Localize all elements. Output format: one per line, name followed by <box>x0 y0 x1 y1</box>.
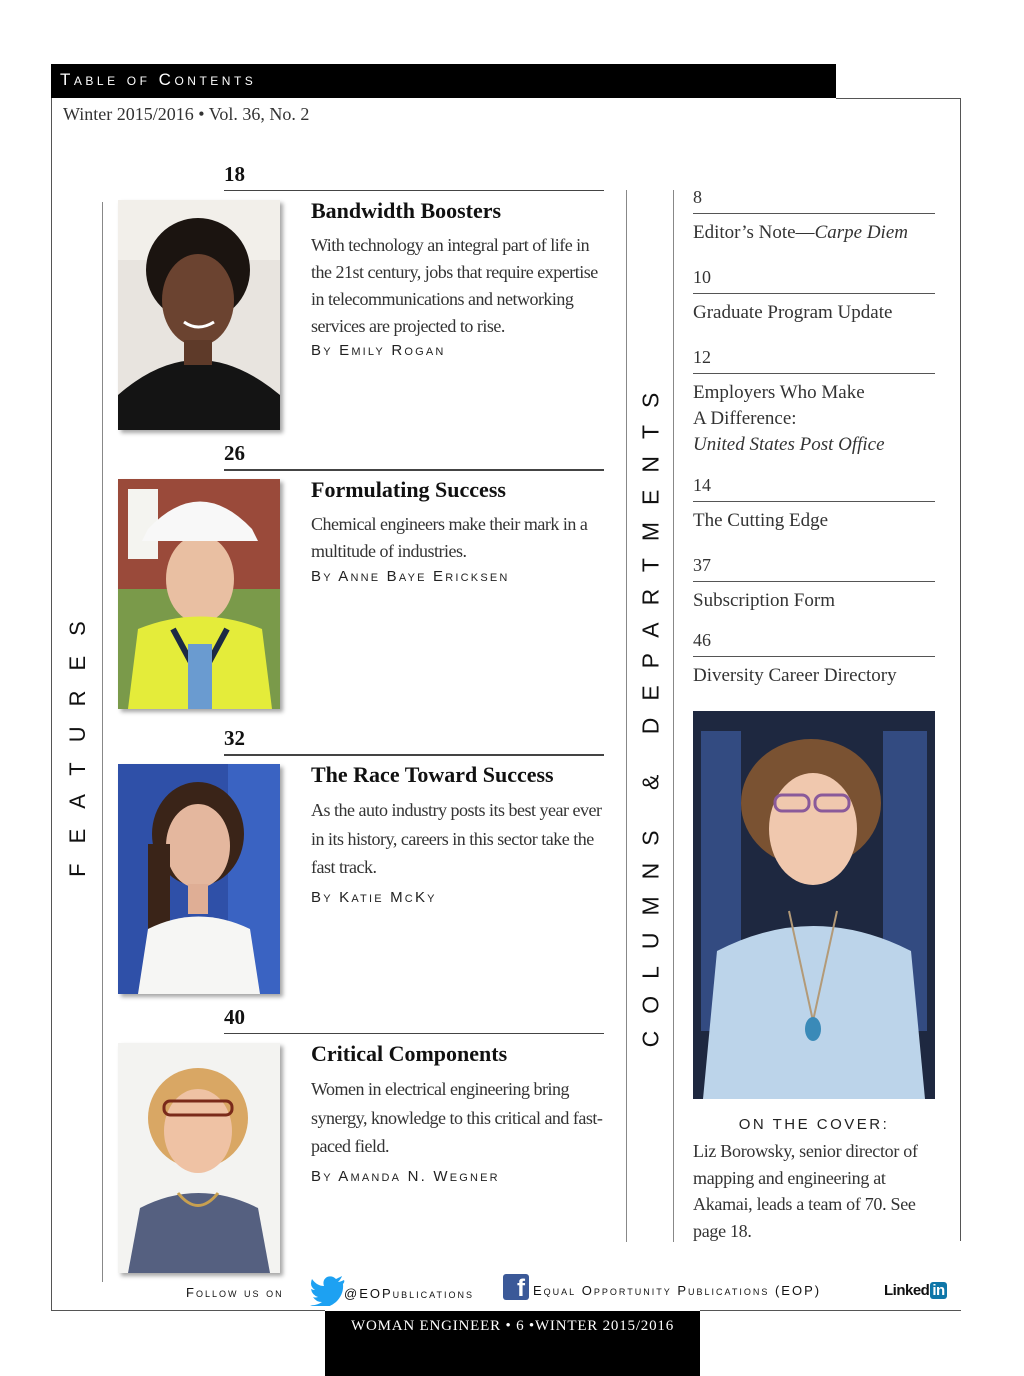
department-item[interactable] <box>693 187 935 246</box>
department-page-number: 37 <box>693 555 711 575</box>
department-page-number: 10 <box>693 267 711 287</box>
feature-page-number: 40 <box>224 1005 245 1029</box>
feature-photo <box>118 1043 280 1273</box>
feature-rule <box>224 754 604 756</box>
feature-description: As the auto industry posts its best year ever in its history, careers in this sector take the fast track. <box>311 800 602 877</box>
department-rule <box>693 213 935 214</box>
cover-label: ON THE COVER: <box>738 1116 890 1133</box>
feature-item[interactable] <box>118 441 608 716</box>
feature-photo <box>118 200 280 430</box>
frame-left-rule <box>51 98 52 1311</box>
department-title[interactable]: Editor’s Note—Carpe Diem <box>693 222 908 243</box>
department-title[interactable]: Subscription Form <box>693 590 835 611</box>
feature-title[interactable]: The Race Toward Success <box>311 762 554 787</box>
frame-bottom-rule-right <box>700 1310 961 1311</box>
feature-byline: By Katie McKy <box>311 889 437 906</box>
features-divider <box>102 202 103 1282</box>
feature-title[interactable]: Critical Components <box>311 1041 508 1066</box>
feature-page-number: 32 <box>224 726 245 750</box>
department-rule <box>693 373 935 374</box>
feature-byline: By Anne Baye Ericksen <box>311 568 510 585</box>
columns-section-label: COLUMNS & DEPARTMENTS <box>637 375 664 1048</box>
cover-caption: Liz Borowsky, senior director of mapping and engineering at Akamai, leads a team of 70. See page 18. <box>693 1141 918 1241</box>
feature-photo <box>118 479 280 709</box>
frame-bottom-rule <box>51 1310 325 1311</box>
feature-item[interactable] <box>118 1005 608 1280</box>
page-title: Table of Contents <box>60 70 257 89</box>
facebook-icon[interactable]: f <box>503 1274 529 1300</box>
frame-top-rule <box>836 98 961 99</box>
department-rule <box>693 501 935 502</box>
department-title[interactable]: Employers Who Make A Difference: United States Post Office <box>693 382 885 455</box>
department-page-number: 14 <box>693 475 711 495</box>
department-page-number: 8 <box>693 187 702 207</box>
frame-right-rule <box>960 98 961 1241</box>
department-page-number: 46 <box>693 630 711 650</box>
feature-byline: By Emily Rogan <box>311 342 446 359</box>
feature-rule <box>224 190 604 191</box>
feature-rule <box>224 1033 604 1034</box>
columns-divider-right <box>673 190 674 1242</box>
department-title[interactable]: The Cutting Edge <box>693 510 829 531</box>
feature-description: With technology an integral part of life in the 21st century, jobs that require expertise in telecommunications and networking services are projected to rise. <box>311 235 598 336</box>
feature-item[interactable] <box>118 726 608 1001</box>
department-rule <box>693 293 935 294</box>
follow-label: Follow us on <box>186 1285 284 1300</box>
columns-divider-left <box>626 190 627 1242</box>
feature-title[interactable]: Formulating Success <box>311 477 506 502</box>
department-page-number: 12 <box>693 347 711 367</box>
department-rule <box>693 581 935 582</box>
department-item[interactable] <box>693 630 935 689</box>
department-item[interactable] <box>693 347 935 458</box>
linkedin-icon[interactable]: Linked in <box>884 1282 945 1299</box>
feature-byline: By Amanda N. Wegner <box>311 1168 500 1185</box>
department-item[interactable] <box>693 555 935 614</box>
features-section-label: FEATURES <box>65 601 90 877</box>
department-item[interactable] <box>693 475 935 534</box>
twitter-bird-icon[interactable] <box>310 1276 346 1311</box>
department-item[interactable] <box>693 267 935 326</box>
feature-page-number: 26 <box>224 441 245 465</box>
department-rule <box>693 656 935 657</box>
feature-rule <box>224 469 604 471</box>
cover-photo <box>693 711 935 1099</box>
facebook-name[interactable]: Equal Opportunity Publications (EOP) <box>533 1283 822 1298</box>
department-title[interactable]: Graduate Program Update <box>693 302 893 323</box>
feature-description: Chemical engineers make their mark in a multitude of industries. <box>311 514 588 561</box>
feature-description: Women in electrical engineering bring synergy, knowledge to this critical and fast-paced field. <box>311 1079 603 1156</box>
twitter-handle[interactable]: @EOPublications <box>344 1286 474 1301</box>
department-title[interactable]: Diversity Career Directory <box>693 665 897 686</box>
feature-title[interactable]: Bandwidth Boosters <box>311 198 502 223</box>
feature-page-number: 18 <box>224 162 245 186</box>
feature-item[interactable] <box>118 162 608 437</box>
footer-text: WOMAN ENGINEER • 6 •WINTER 2015/2016 <box>350 1318 674 1334</box>
issue-line: Winter 2015/2016 • Vol. 36, No. 2 <box>63 104 310 124</box>
feature-photo <box>118 764 280 994</box>
